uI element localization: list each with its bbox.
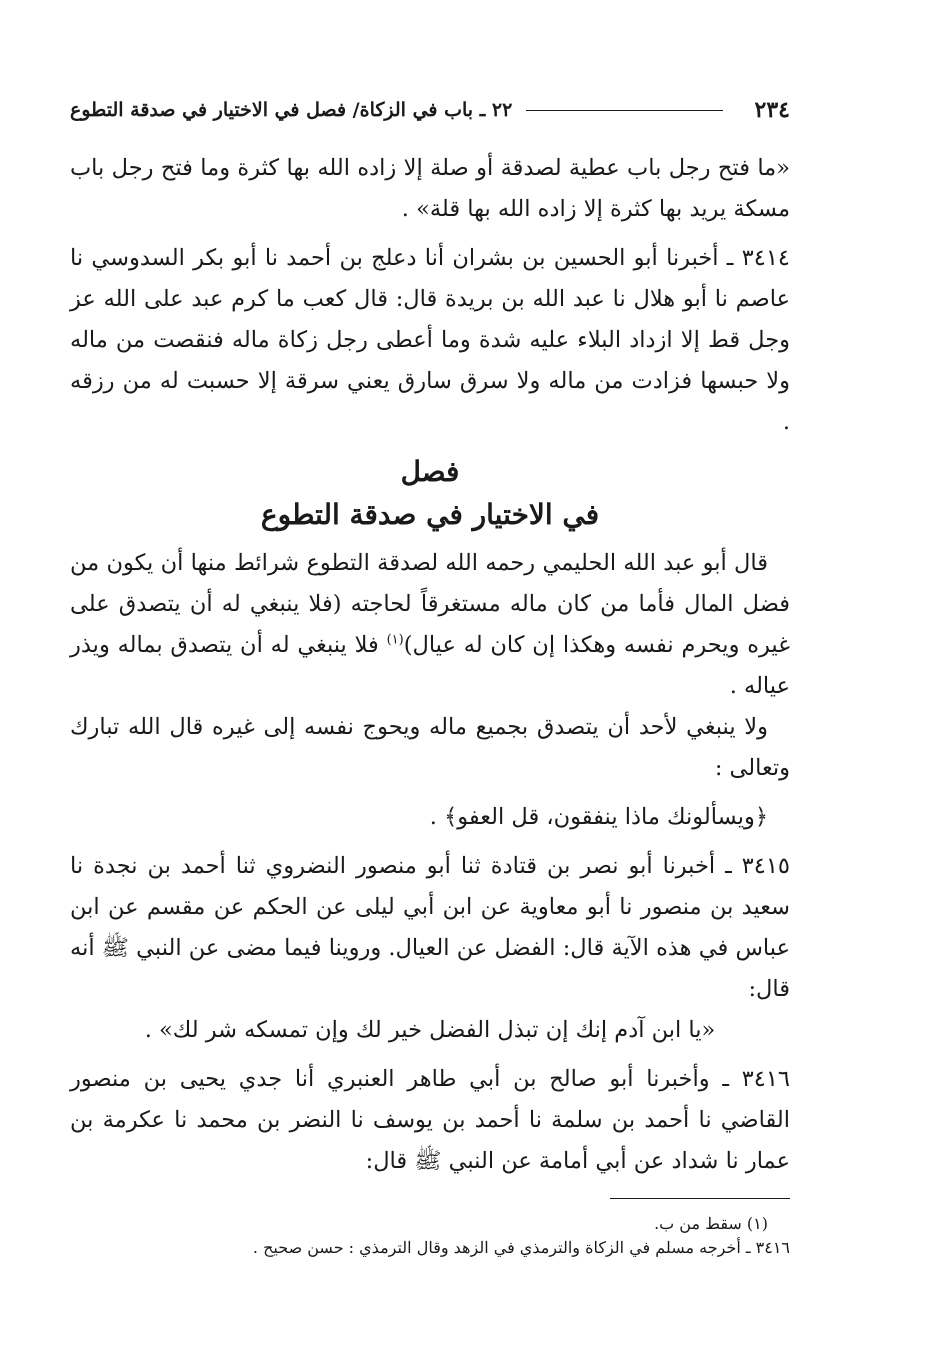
narration-3416: ٣٤١٦ ـ وأخبرنا أبو صالح بن أبي طاهر العنبري أنا جدي يحيى بن منصور القاضي نا أحمد بن سلمة نا أحمد بن يوسف نا النضر بن محمد نا عكرمة بن عمار نا شداد عن أبي أمامة عن النبي ﷺ قال: xyxy=(70,1066,790,1174)
hadith-quote: «يا ابن آدم إنك إن تبذل الفضل خير لك وإن تمسكه شر لك» . xyxy=(144,1017,716,1043)
footnote-1: (١) سقط من ب. xyxy=(654,1214,768,1233)
page-header xyxy=(70,92,790,128)
section-heading xyxy=(70,451,790,537)
footnote-marker: (١) xyxy=(386,632,404,648)
quran-verse: ﴿ويسألونك ماذا ينفقون، قل العفو﴾ . xyxy=(429,804,768,830)
footnote-divider xyxy=(610,1198,790,1199)
narration-3414: ٣٤١٤ ـ أخبرنا أبو الحسين بن بشران أنا دعلج بن أحمد نا أبو بكر السدوسي نا عاصم نا أبو هلال نا عبد الله بن بريدة قال: قال كعب ما كرم عبد على الله عز وجل قط إلا ازداد البلاء عليه شدة وما أعطى رجل زكاة ماله فنقصت من ماله ولا حبسها فزادت من ماله ولا سرق سارق يعني سرقة إلا حسبت له من رزقه . xyxy=(70,245,790,435)
section-title: فصل xyxy=(400,455,460,488)
section-subtitle: في الاختيار في صدقة التطوع xyxy=(260,498,600,531)
narration-3415: ٣٤١٥ ـ أخبرنا أبو نصر بن قتادة ثنا أبو منصور النضروي ثنا أحمد بن نجدة نا سعيد بن منصور نا أبو معاوية عن ابن أبي ليلى عن الحكم عن مقسم عن ابن عباس في هذه الآية قال: الفضل عن العيال. وروينا فيما مضى عن النبي ﷺ أنه قال: xyxy=(70,853,790,1002)
book-page xyxy=(70,0,790,1365)
halimi-text-1: قال أبو عبد الله الحليمي رحمه الله لصدقة التطوع شرائط منها أن يكون من فضل المال فأما من كان ماله مستغرقاً لحاجته (فلا ينبغي له أن يتصدق على غيره ويحرم نفسه وهكذا إن كان له عيال) xyxy=(70,550,790,658)
running-title: ٢٢ ـ باب في الزكاة/ فصل في الاختيار في صدقة التطوع xyxy=(70,99,513,121)
page-number: ٢٣٤ xyxy=(754,97,790,123)
footnotes xyxy=(70,1212,790,1260)
charity-paragraph: ولا ينبغي لأحد أن يتصدق بجميع ماله ويحوج نفسه إلى غيره قال الله تبارك وتعالى : xyxy=(70,714,790,781)
main-text xyxy=(70,148,790,1182)
halimi-paragraph xyxy=(70,543,790,707)
halimi-text-2: فلا ينبغي له أن يتصدق بماله ويذر عياله . xyxy=(70,632,790,699)
footnote-3416: ٣٤١٦ ـ أخرجه مسلم في الزكاة والترمذي في الزهد وقال الترمذي : حسن صحيح . xyxy=(252,1238,790,1257)
header-rule xyxy=(526,110,722,111)
hadith-quote-paragraph: «ما فتح رجل باب عطية لصدقة أو صلة إلا زاده الله بها كثرة وما فتح رجل باب مسكة يريد بها كثرة إلا زاده الله بها قلة» . xyxy=(70,155,790,222)
